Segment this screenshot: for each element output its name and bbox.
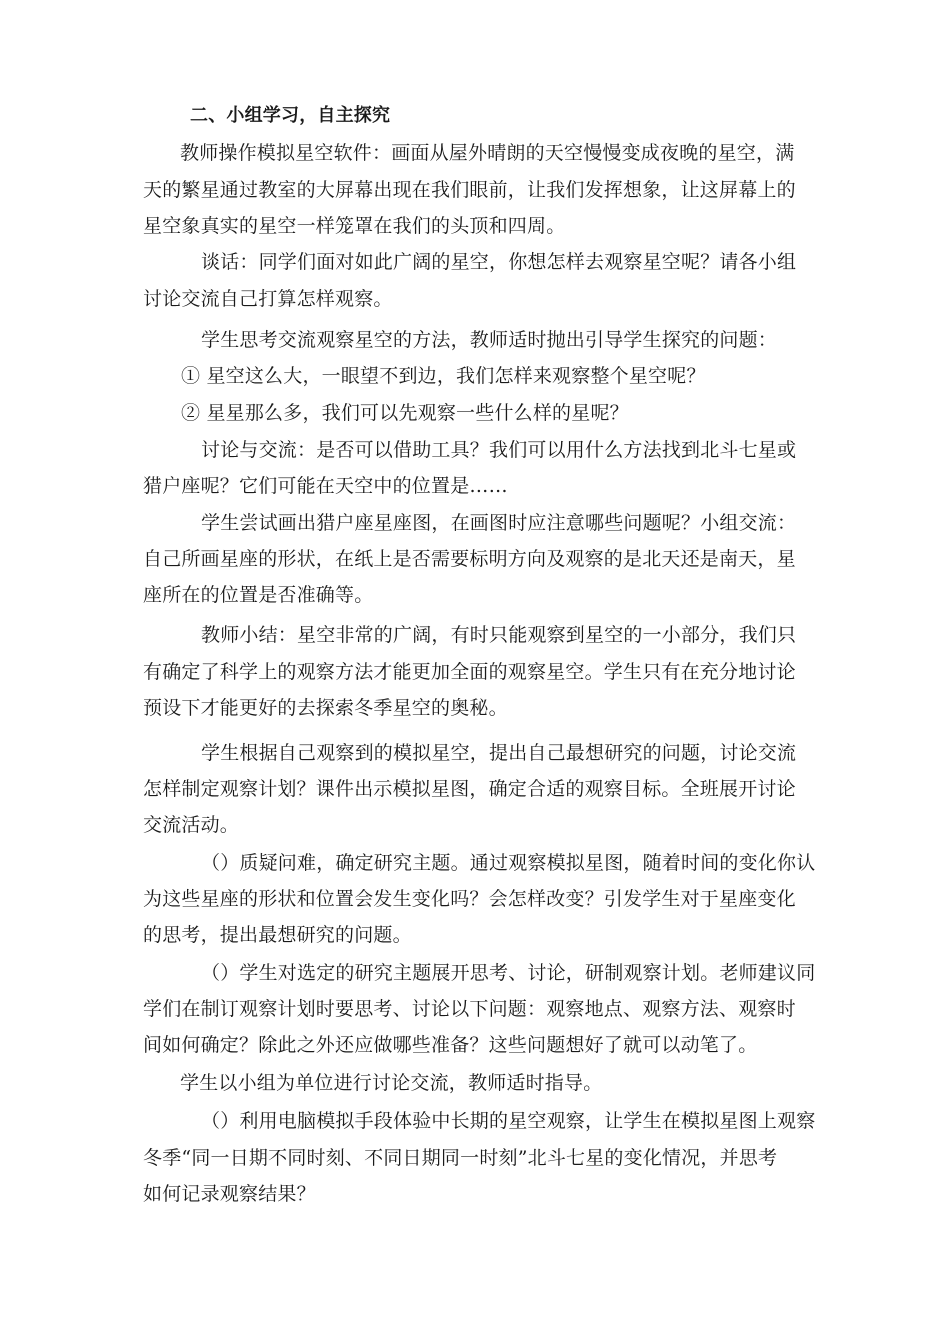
paragraph-line: 学生思考交流观察星空的方法，教师适时抛出引导学生探究的问题： <box>201 329 778 351</box>
paragraph-line: 学生尝试画出猎户座星座图，在画图时应注意哪些问题呢？小组交流： <box>201 512 797 534</box>
paragraph-line: （）学生对选定的研究主题展开思考、讨论，研制观察计划。老师建议同 <box>201 962 816 984</box>
paragraph-line: 学生根据自己观察到的模拟星空，提出自己最想研究的问题，讨论交流 <box>201 742 797 764</box>
paragraph-line: 间如何确定？除此之外还应做哪些准备？这些问题想好了就可以动笔了。 <box>143 1034 758 1056</box>
paragraph-line: 学生以小组为单位进行讨论交流，教师适时指导。 <box>180 1072 603 1094</box>
paragraph-line: 自己所画星座的形状，在纸上是否需要标明方向及观察的是北天还是南天，星 <box>143 548 796 570</box>
paragraph-line: 交流活动。 <box>143 814 240 836</box>
paragraph-line: （）质疑问难，确定研究主题。通过观察模拟星图，随着时间的变化你认 <box>201 852 816 874</box>
paragraph-line: （）利用电脑模拟手段体验中长期的星空观察，让学生在模拟星图上观察 <box>201 1110 816 1132</box>
paragraph-line: 座所在的位置是否准确等。 <box>143 584 374 606</box>
paragraph-line: 学们在制订观察计划时要思考、讨论以下问题：观察地点、观察方法、观察时 <box>143 998 796 1020</box>
paragraph-line: 讨论与交流：是否可以借助工具？我们可以用什么方法找到北斗七星或 <box>201 439 797 461</box>
question-item-2: ② 星星那么多，我们可以先观察一些什么样的星呢？ <box>181 402 629 424</box>
paragraph-line: 的思考，提出最想研究的问题。 <box>143 924 412 946</box>
question-item-1: ① 星空这么大，一眼望不到边，我们怎样来观察整个星空呢？ <box>181 365 706 387</box>
section-heading: 二、小组学习，自主探究 <box>190 105 391 126</box>
paragraph-line: 讨论交流自己打算怎样观察。 <box>143 288 393 310</box>
paragraph-line: 有确定了科学上的观察方法才能更加全面的观察星空。学生只有在充分地讨论 <box>143 661 796 683</box>
paragraph-line: 猎户座呢？它们可能在天空中的位置是…… <box>143 475 508 497</box>
paragraph-line: 天的繁星通过教室的大屏幕出现在我们眼前，让我们发挥想象，让这屏幕上的 <box>143 179 796 201</box>
paragraph-line: 星空象真实的星空一样笼罩在我们的头顶和四周。 <box>143 215 566 237</box>
paragraph-line: 教师操作模拟星空软件：画面从屋外晴朗的天空慢慢变成夜晚的星空，满 <box>180 142 795 164</box>
paragraph-line: 教师小结：星空非常的广阔，有时只能观察到星空的一小部分，我们只 <box>201 624 797 646</box>
paragraph-line: 怎样制定观察计划？课件出示模拟星图，确定合适的观察目标。全班展开讨论 <box>143 778 796 800</box>
paragraph-line: 如何记录观察结果？ <box>143 1183 316 1205</box>
paragraph-line: 为这些星座的形状和位置会发生变化吗？会怎样改变？引发学生对于星座变化 <box>143 888 796 910</box>
paragraph-line: 谈话：同学们面对如此广阔的星空，你想怎样去观察星空呢？请各小组 <box>201 251 797 273</box>
paragraph-line: 预设下才能更好的去探索冬季星空的奥秘。 <box>143 697 508 719</box>
paragraph-line: 冬季“同一日期不同时刻、不同日期同一时刻”北斗七星的变化情况，并思考 <box>143 1147 778 1169</box>
